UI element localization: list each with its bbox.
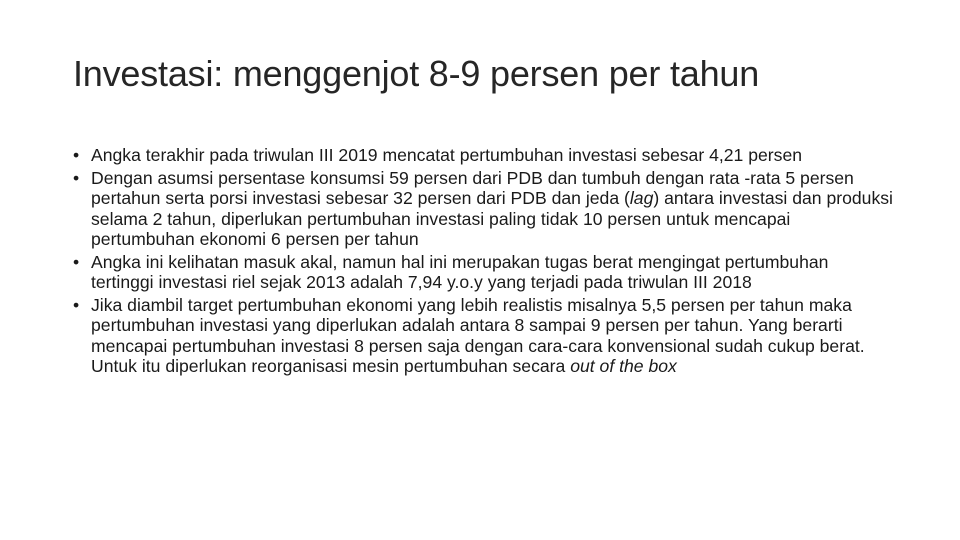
bullet-text: Angka terakhir pada triwulan III 2019 mencatat pertumbuhan investasi sebesar 4,21 persen (91, 145, 803, 165)
bullet-item (73, 168, 893, 250)
bullet-italic-term: lag (629, 188, 654, 208)
bullet-text-continued: ) antara investasi dan produksi selama 2 tahun, diperlukan pertumbuhan investasi paling tidak 10 persen untuk mencapai pertumbuhan ekonomi 6 persen per tahun (91, 188, 893, 249)
bullet-item (73, 252, 893, 293)
bullet-text: Angka ini kelihatan masuk akal, namun hal ini merupakan tugas berat mengingat pertumbuhan tertinggi investasi riel sejak 2013 adalah 7,94 y.o.y yang terjadi pada triwulan III 2018 (91, 251, 829, 292)
bullet-italic-term: out of the box (570, 356, 677, 376)
bullet-text: Dengan asumsi persentase konsumsi 59 persen dari PDB dan tumbuh dengan rata -rata 5 persen pertahun serta porsi investasi sebesar 32 persen dari PDB dan jeda ( (91, 167, 854, 208)
bullet-dot-icon: • (73, 251, 80, 272)
bullet-dot-icon: • (73, 145, 80, 165)
bullet-item (73, 295, 893, 377)
bullet-list (73, 145, 893, 379)
bullet-dot-icon: • (73, 294, 80, 315)
bullet-dot-icon: • (73, 167, 80, 188)
bullet-text: Jika diambil target pertumbuhan ekonomi yang lebih realistis misalnya 5,5 persen per tahun maka pertumbuhan investasi yang diperlukan adalah antara 8 sampai 9 persen per tahun. Yang berarti mencapai pertumbuhan investasi 8 persen saja dengan cara-cara konvensional sudah cukup berat. Untuk itu diperlukan reorganisasi mesin pertumbuhan secara (91, 294, 865, 376)
slide-title: Investasi: menggenjot 8-9 persen per tahun (73, 53, 760, 94)
bullet-item (73, 145, 893, 166)
